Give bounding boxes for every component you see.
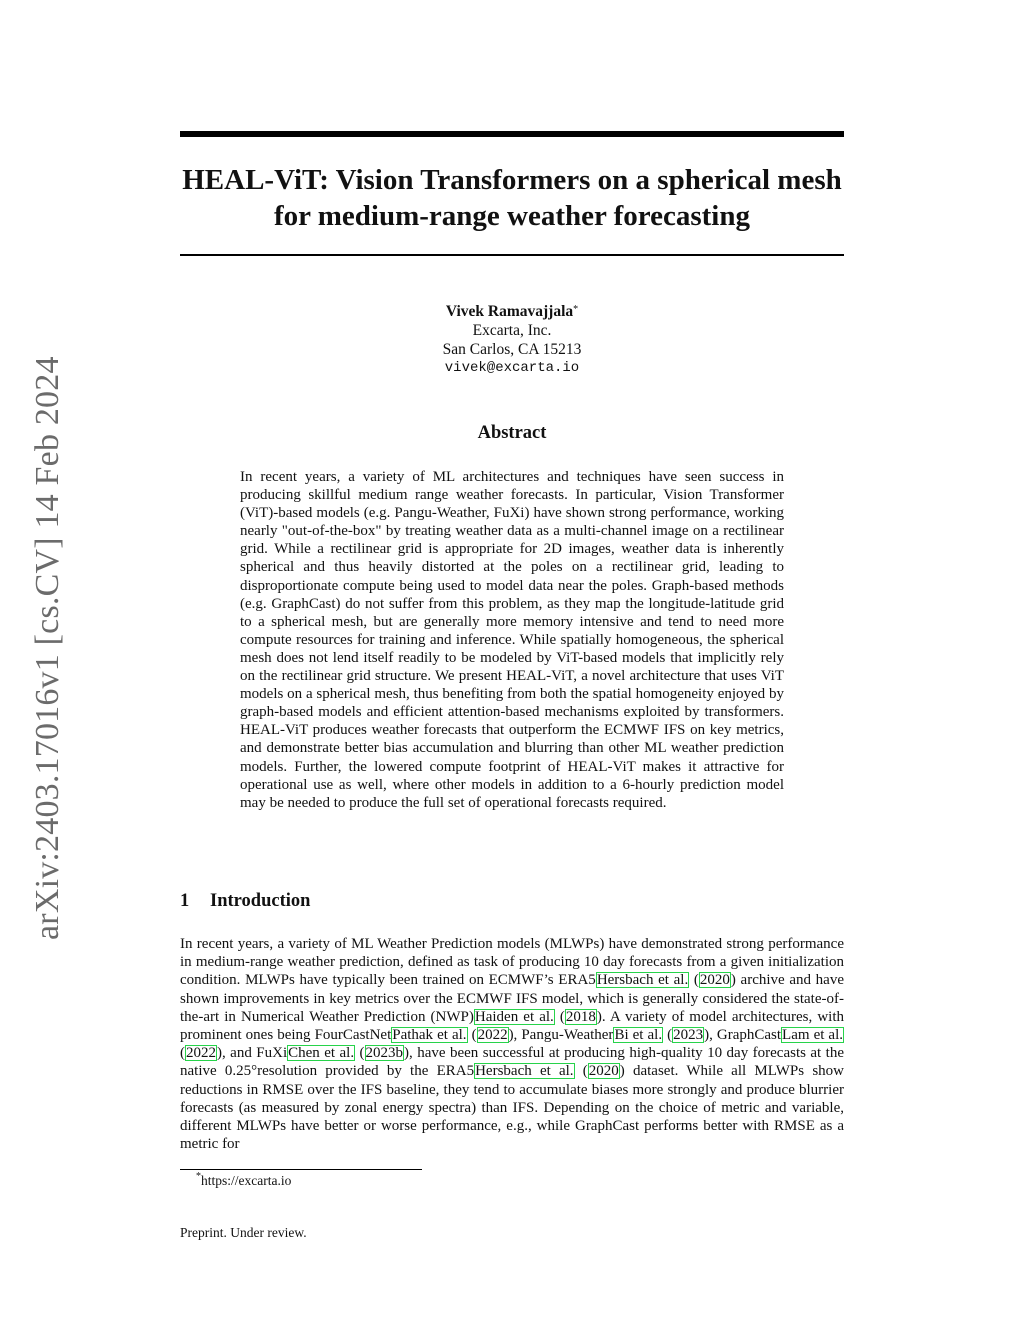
intro-text: ), GraphCast [704, 1027, 782, 1044]
preprint-notice: Preprint. Under review. [180, 1225, 307, 1240]
citation-year-link[interactable]: 2018 [565, 1008, 596, 1025]
citation-link[interactable]: Pathak et al. [392, 1027, 467, 1044]
intro-text: In recent years, a variety of ML Weather Prediction models (MLWPs) have demonstrated strong performance in medium-range weather prediction, defined as task of producing 10 day forecasts from a given initialization condition. MLWPs have typically been trained on ECMWF’s ERA5 [180, 936, 844, 989]
title-bottom-rule [180, 254, 844, 256]
author-block [180, 302, 844, 378]
author-email[interactable]: vivek@excarta.io [444, 360, 580, 376]
citation-year-link[interactable]: 2020 [699, 972, 730, 989]
intro-text: ), have been successful at producing high-quality 10 day forecasts at the native 0.25°resolution provided by the ERA5 [180, 1045, 844, 1080]
citation-year-link[interactable]: 2023 [673, 1027, 704, 1044]
title-top-rule [180, 131, 844, 137]
author-location: San Carlos, CA 15213 [442, 341, 582, 358]
title-line-2: for medium-range weather forecasting [274, 200, 750, 232]
footnote-url[interactable]: https://excarta.io [201, 1173, 292, 1188]
citation-year-link[interactable]: 2020 [588, 1063, 619, 1080]
footnote [196, 1173, 291, 1189]
intro-text: ( [663, 1027, 673, 1044]
intro-text: ( [574, 1063, 588, 1080]
footnote-mark: * [196, 1171, 201, 1182]
intro-text: ( [689, 972, 699, 989]
citation-year-link[interactable]: 2022 [186, 1045, 216, 1062]
intro-text: ) dataset. While all MLWPs show reductions in RMSE over the IFS baseline, they tend to accumulate biases more strongly and produce blurrier forecasts (as measured by zonal energy spectra) than IFS. Depending on the choice of metric and variable, different MLWPs have better or worse performance, e.g., while GraphCast performs better with RMSE as a metric for [180, 1063, 844, 1153]
introduction-paragraph [180, 935, 844, 1153]
intro-text: ). A variety of model architectures, with prominent ones being FourCastNet [180, 1008, 845, 1044]
intro-text: ( [180, 1045, 185, 1062]
author-footnote-mark: * [573, 304, 579, 315]
intro-text: ( [554, 1008, 565, 1025]
title-line-1: HEAL-ViT: Vision Transformers on a spherical mesh [182, 164, 842, 196]
intro-text: ), Pangu-Weather [508, 1027, 614, 1044]
citation-link[interactable]: Haiden et al. [474, 1008, 554, 1025]
citation-link[interactable]: Chen et al. [288, 1045, 355, 1062]
citation-year-link[interactable]: 2022 [477, 1027, 508, 1044]
intro-text: ( [467, 1027, 477, 1044]
intro-text: ), and FuXi [217, 1045, 288, 1062]
citation-link[interactable]: Hersbach et al. [596, 972, 689, 989]
intro-text: ) archive and have shown improvements in key metrics over the ECMWF IFS model, which is generally considered the state-of-the-art in Numerical Weather Prediction (NWP) [180, 972, 845, 1025]
intro-text: ( [355, 1045, 365, 1062]
abstract-heading: Abstract [477, 423, 547, 443]
footnote-rule [180, 1169, 422, 1170]
citation-link[interactable]: Hersbach et al. [475, 1063, 574, 1080]
section-number: 1 [180, 891, 190, 911]
author-affiliation: Excarta, Inc. [472, 322, 552, 339]
citation-link[interactable]: Lam et al. [782, 1027, 843, 1044]
citation-year-link[interactable]: 2023b [365, 1045, 404, 1062]
section-title: Introduction [210, 891, 311, 911]
citation-link[interactable]: Bi et al. [614, 1027, 663, 1044]
section-heading-introduction [180, 891, 310, 912]
abstract-text: In recent years, a variety of ML architectures and techniques have seen success in producing skillful medium range weather forecasts. In particular, Vision Transformer (ViT)-based models (e.g. Pangu-Weather, FuXi) have shown strong performance, working nearly "out-of-the-box" by treating weather data as a multi-channel image on a rectilinear grid. While a rectilinear grid is appropriate for 2D images, weather data is inherently spherical and thus heavily distorted at the poles on a rectilinear grid, leading to disproportionate compute being used to model data near the poles. Graph-based methods (e.g. GraphCast) do not suffer from this problem, as they map the longitude-latitude grid to a spherical mesh, but are generally more memory intensive and tend to need more compute resources for training and inference. While spatially homogeneous, the spherical mesh does not lend itself readily to be modeled by ViT-based models that implicitly rely on the rectilinear grid structure. We present HEAL-ViT, a novel architecture that uses ViT models on a spherical mesh, thus benefiting from both the spatial homogeneity enjoyed by graph-based models and efficient attention-based mechanisms exploited by transformers. HEAL-ViT produces weather forecasts that outperform the ECMWF IFS on key metrics, and demonstrate better bias accumulation and blurring than other ML weather prediction models. Further, the lowered compute footprint of HEAL-ViT makes it attractive for operational use as well, where other models in addition to a 6-hourly prediction model may be needed to produce the full set of operational forecasts required. [240, 469, 784, 811]
author-name: Vivek Ramavajjala [445, 303, 574, 320]
arxiv-sidebar-stamp: arXiv:2403.17016v1 [cs.CV] 14 Feb 2024 [29, 356, 66, 940]
paper-title [180, 162, 844, 234]
